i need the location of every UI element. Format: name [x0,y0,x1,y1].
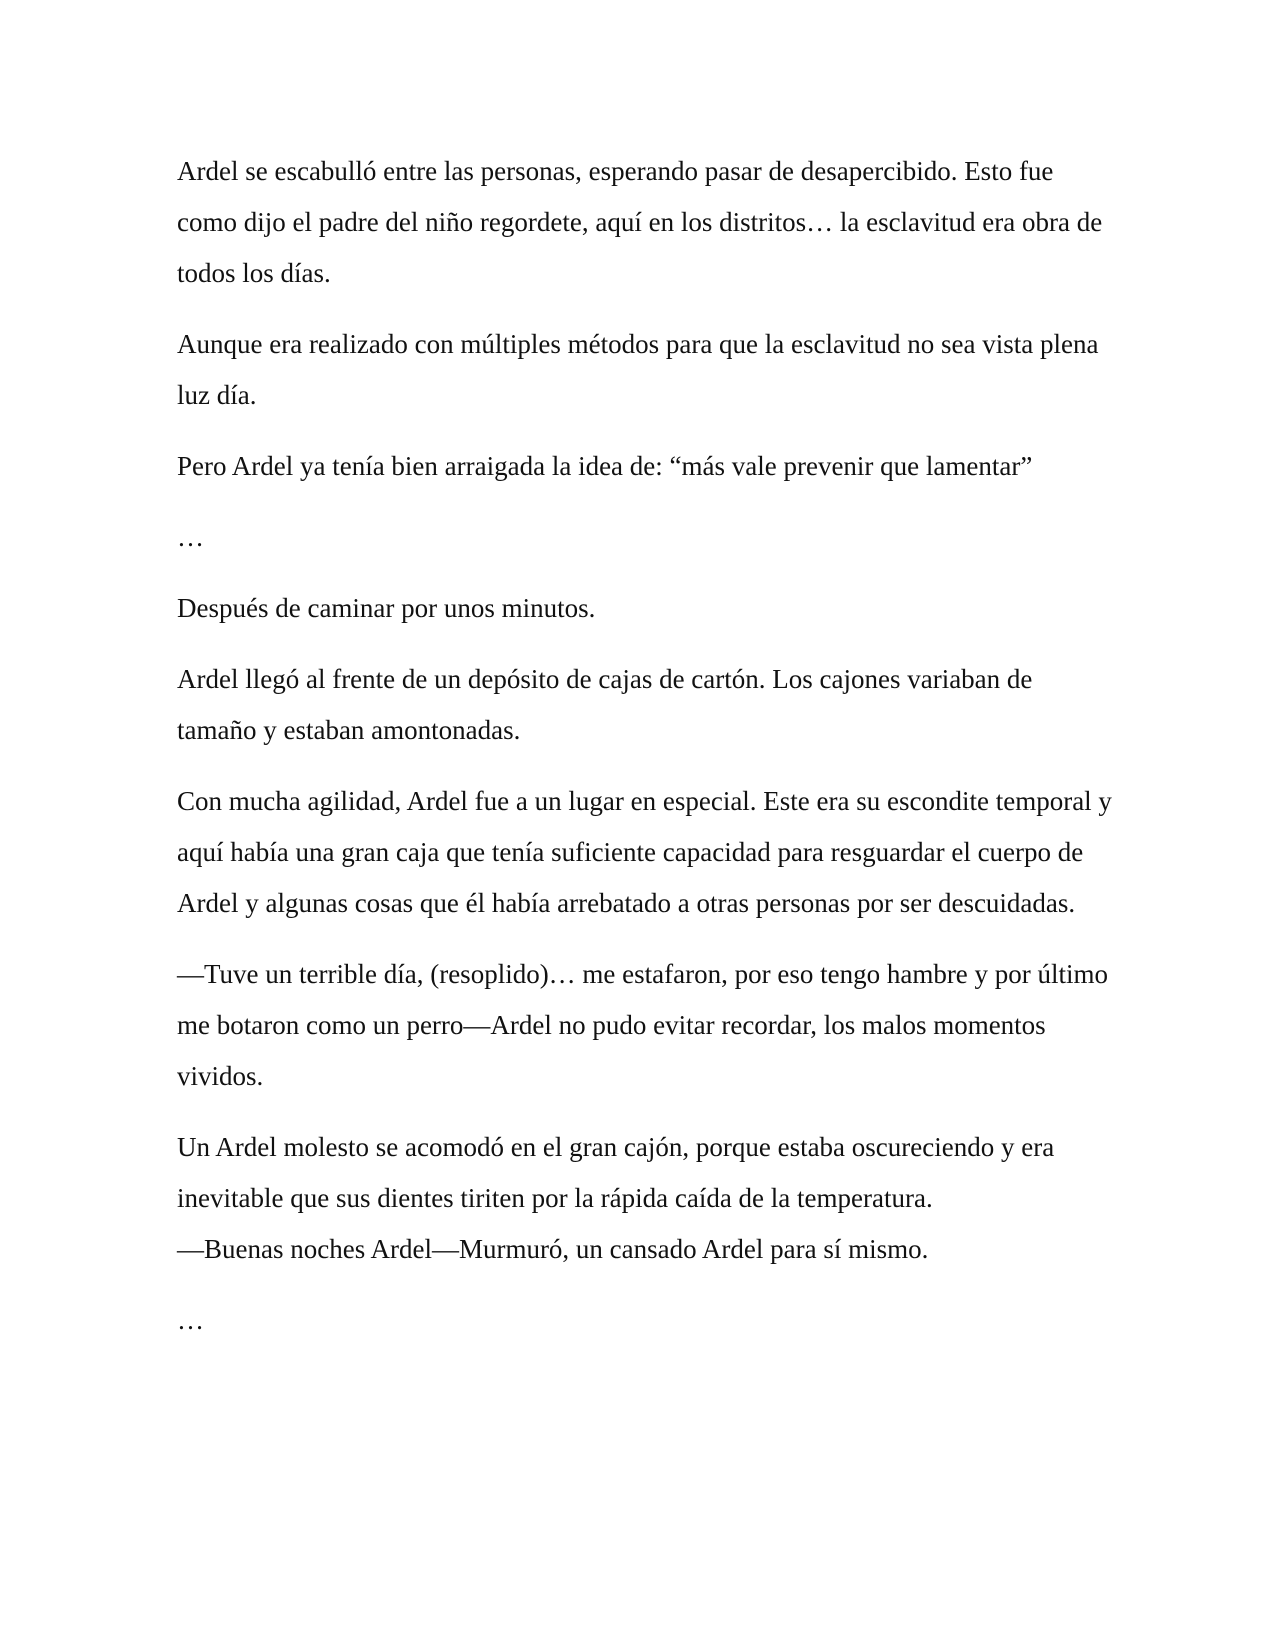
paragraph: Después de caminar por unos minutos. [177,593,596,623]
paragraph: Con mucha agilidad, Ardel fue a un lugar en especial. Este era su escondite temporal y aquí había una gran caja que tenía suficiente capacidad para resguardar el cuerpo de Ardel y algunas cosas que él había arrebatado a otras personas por ser descuidadas. [177,786,1112,918]
paragraph: Un Ardel molesto se acomodó en el gran cajón, porque estaba oscureciendo y era inevitable que sus dientes tiriten por la rápida caída de la temperatura. [177,1132,1055,1213]
paragraph: Pero Ardel ya tenía bien arraigada la idea de: “más vale prevenir que lamentar” [177,451,1033,481]
document-body [177,146,1117,1366]
paragraph: Ardel se escabulló entre las personas, esperando pasar de desapercibido. Esto fue como dijo el padre del niño regordete, aquí en los distritos… la esclavitud era obra de todos los días. [177,156,1103,288]
scene-break: … [177,1305,204,1335]
paragraph: Aunque era realizado con múltiples métodos para que la esclavitud no sea vista plena luz día. [177,329,1099,410]
paragraph: Ardel llegó al frente de un depósito de cajas de cartón. Los cajones variaban de tamaño y estaban amontonadas. [177,664,1033,745]
scene-break: … [177,522,204,552]
dialogue-paragraph: —Tuve un terrible día, (resoplido)… me estafaron, por eso tengo hambre y por último me botaron como un perro—Ardel no pudo evitar recordar, los malos momentos vividos. [177,959,1109,1091]
dialogue-paragraph: —Buenas noches Ardel—Murmuró, un cansado Ardel para sí mismo. [177,1234,929,1264]
